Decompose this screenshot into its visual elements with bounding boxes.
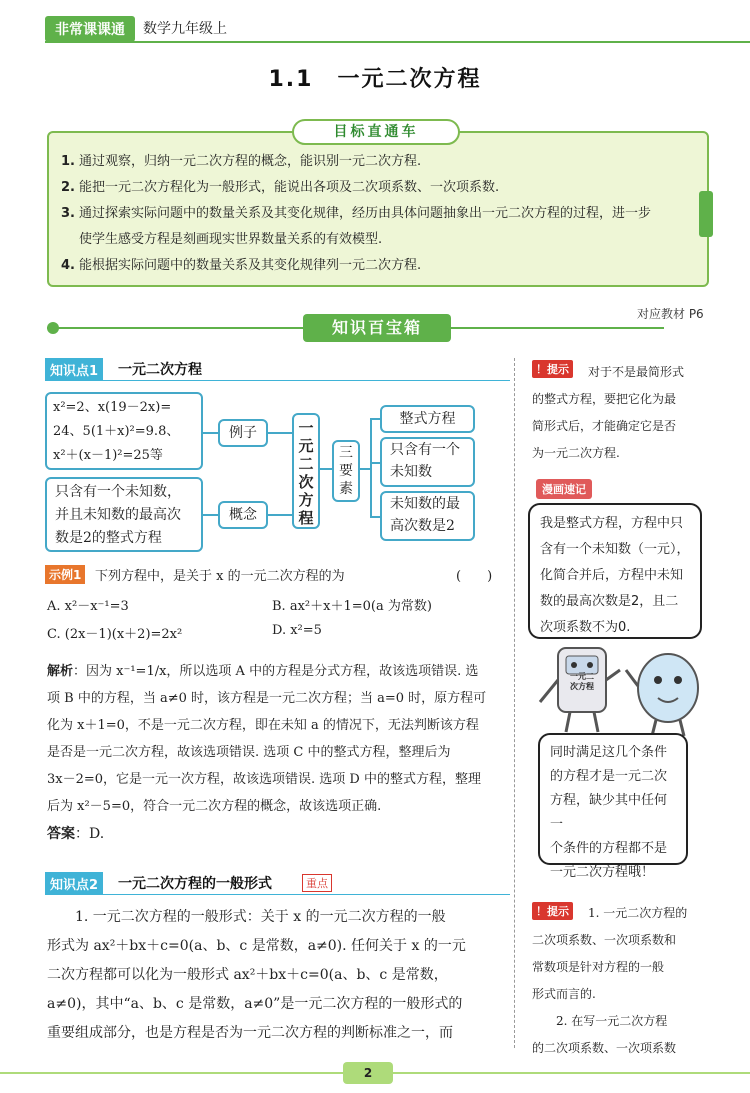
element-box <box>380 437 475 487</box>
side-tab-icon <box>699 191 713 237</box>
textbook-reference: 对应教材 P6 <box>637 307 704 321</box>
kp2-title: 一元二次方程的一般形式 <box>118 876 272 892</box>
bubble-line: 次项系数不为0. <box>540 620 631 635</box>
speech-bubble-2 <box>538 733 688 880</box>
comic-badge: 漫画速记 <box>536 479 592 499</box>
concept-line: 数是2的整式方程 <box>55 530 162 546</box>
goal-text: 使学生感受方程是刻画现实世界数量关系的有效模型. <box>79 232 383 247</box>
tip1-line: 对于不是最简形式 <box>588 365 685 379</box>
element-line: 只含有一个 <box>390 442 460 458</box>
kp1-underline <box>45 380 510 381</box>
tip2-badge: ！提示 <box>532 902 573 920</box>
element-line: 未知数 <box>390 464 432 480</box>
option-d: D. x²=5 <box>272 623 322 638</box>
center-char: 一 <box>298 419 314 437</box>
analysis-line: 后为 x²－5=0，符合一元二次方程的概念，故该选项正确. <box>47 799 382 814</box>
element-box <box>380 491 475 541</box>
bubble-line: 含有一个未知数（一元）， <box>540 542 690 557</box>
tip2-line: 1. 一元二次方程的 <box>588 906 688 920</box>
tip2-line: 2. 在写一元二次方程 <box>556 1014 668 1028</box>
concept-box <box>45 477 203 552</box>
element-line: 高次数是2 <box>390 518 455 534</box>
bubble-line: 同时满足这几个条件 <box>550 745 668 760</box>
goal-num <box>61 227 79 253</box>
center-char: 二 <box>298 455 314 473</box>
element-box <box>380 405 475 433</box>
key-point-badge: 重点 <box>302 874 332 892</box>
bubble-line: 化简合并后，方程中未知 <box>540 568 684 583</box>
goal-text: 能根据实际问题中的数量关系及其变化规律列一元二次方程. <box>79 258 422 273</box>
kp2-line: 1. 一元二次方程的一般形式：关于 x 的一元二次方程的一般 <box>75 909 446 925</box>
center-char: 程 <box>298 509 314 527</box>
concept-line: 并且未知数的最高次 <box>55 507 181 523</box>
goal-num: 2. <box>61 180 75 195</box>
kp2-line: a≠0)，其中“a、b、c 是常数，a≠0”是一元二次方程的一般形式的 <box>47 996 463 1012</box>
tip2-line: 形式而言的. <box>532 987 596 1001</box>
examples-box <box>45 392 203 470</box>
goal-item <box>61 175 706 201</box>
three-char: 三 <box>339 445 353 461</box>
goals-list <box>61 149 706 279</box>
center-char: 次 <box>298 473 314 491</box>
connector <box>268 432 292 434</box>
connector <box>203 432 218 434</box>
kp2-underline <box>45 894 510 895</box>
goal-num: 4. <box>61 258 75 273</box>
example-line: x²=2、x(19－2x)= <box>53 400 172 415</box>
kp2-tag: 知识点2 <box>45 872 103 895</box>
three-elements-box <box>332 440 360 502</box>
connector <box>203 514 218 516</box>
analysis-line: 项 B 中的方程，当 a≠0 时，该方程是一元二次方程；当 a=0 时，原方程可 <box>47 691 487 706</box>
page-title: 1.1 一元二次方程 <box>268 67 482 92</box>
analysis-block <box>47 658 507 820</box>
connector <box>370 418 372 518</box>
speech-bubble-1 <box>528 503 702 639</box>
tip1-line: 简形式后，才能确定它是否 <box>532 419 677 433</box>
tip1-text <box>532 359 737 467</box>
kp2-body <box>47 903 507 1048</box>
three-char: 素 <box>339 481 353 497</box>
tip2-line: 常数项是针对方程的一般 <box>532 960 665 974</box>
element-line: 整式方程 <box>399 411 456 427</box>
analysis-line: 是否是一元二次方程，故该选项错误. 选项 C 中的整式方程，整理后为 <box>47 745 451 760</box>
analysis-line <box>47 658 507 685</box>
robot-characters-illustration <box>530 640 720 740</box>
robot-label-line: 次方程 <box>570 682 594 691</box>
sidebar-divider <box>514 358 515 1048</box>
robot-label <box>564 672 600 692</box>
bubble-line: 数的最高次数是2，且二 <box>540 594 679 609</box>
tip1-line: 为一元二次方程. <box>532 446 620 460</box>
analysis-label: 解析 <box>47 664 74 679</box>
tip1-line: 的整式方程，要把它化为最 <box>532 392 677 406</box>
analysis-text: ：因为 x⁻¹=1/x，所以选项 A 中的方程是分式方程，故该选项错误. 选 <box>73 664 479 679</box>
three-char: 要 <box>339 463 353 479</box>
center-char: 方 <box>298 491 314 509</box>
goal-text: 通过观察，归纳一元二次方程的概念，能识别一元二次方程. <box>79 154 422 169</box>
answer-value: ：D. <box>75 826 105 842</box>
tip2-line: 二次项系数、一次项系数和 <box>532 933 677 947</box>
center-char: 元 <box>298 437 314 455</box>
kp2-line: 重要组成部分，也是方程是否为一元二次方程的判断标准之一，而 <box>47 1025 453 1041</box>
option-c: C. (2x－1)(x＋2)=2x² <box>47 627 183 642</box>
connector <box>370 418 380 420</box>
goals-tag: 目标直通车 <box>292 119 460 145</box>
connector <box>370 462 380 464</box>
analysis-line: 3x－2=0，它是一元一次方程，故该选项错误. 选项 D 中的整式方程，整理 <box>47 772 481 787</box>
header-rule <box>45 13 750 43</box>
footer-rule <box>393 1072 750 1074</box>
bubble-line: 的方程才是一元二次 <box>550 769 668 784</box>
bubble-line: 方程，缺少其中任何一 <box>550 793 668 832</box>
goal-item <box>61 149 706 175</box>
examples-label: 例子 <box>218 419 268 447</box>
goals-box <box>47 124 709 287</box>
kp1-title: 一元二次方程 <box>118 362 202 378</box>
kp2-line: 二次方程都可以化为一般形式 ax²＋bx＋c=0(a、b、c 是常数， <box>47 967 448 983</box>
section-rule-dot <box>47 322 59 334</box>
option-a: A. x²－x⁻¹=3 <box>47 599 129 614</box>
goal-item <box>61 253 706 279</box>
tip1-badge: ！提示 <box>532 360 573 378</box>
answer-paren: ( ) <box>456 569 493 584</box>
element-line: 未知数的最 <box>390 496 460 512</box>
footer-rule <box>0 1072 343 1074</box>
goal-item <box>61 201 706 227</box>
round-character-icon <box>626 654 698 736</box>
example1-question: 下列方程中，是关于 x 的一元二次方程的为 <box>95 569 345 584</box>
bubble-line: 一元二次方程哦！ <box>550 865 655 880</box>
kp2-line: 形式为 ax²＋bx＋c=0(a、b、c 是常数，a≠0). 任何关于 x 的一元 <box>47 938 466 954</box>
goal-item <box>61 227 706 253</box>
center-term-box <box>292 413 320 529</box>
goal-text: 通过探索实际问题中的数量关系及其变化规律，经历由具体问题抽象出一元二次方程的过程，进一步 <box>79 206 652 221</box>
page-number: 2 <box>343 1062 393 1084</box>
subject-label: 数学九年级上 <box>143 21 227 37</box>
concept-line: 只含有一个未知数， <box>55 484 181 500</box>
option-b: B. ax²＋x＋1=0(a 为常数) <box>272 599 432 614</box>
goal-text: 能把一元二次方程化为一般形式，能说出各项及二次项系数、一次项系数. <box>79 180 500 195</box>
answer-label: 答案 <box>47 826 75 842</box>
kp1-tag: 知识点1 <box>45 358 103 381</box>
section-banner: 知识百宝箱 <box>303 314 451 342</box>
example-line: 24、5(1＋x)²=9.8、 <box>53 424 180 439</box>
brand-label: 非常课课通 <box>45 16 135 42</box>
example1-tag: 示例1 <box>45 565 85 584</box>
concept-label: 概念 <box>218 501 268 529</box>
connector <box>360 468 370 470</box>
bubble-line: 我是整式方程，方程中只 <box>540 516 684 531</box>
connector <box>370 516 380 518</box>
tip2-line: 的二次项系数、一次项系数 <box>532 1041 677 1055</box>
goal-num: 1. <box>61 154 75 169</box>
analysis-line: 化为 x＋1=0，不是一元二次方程，即在未知 a 的情况下，无法判断该方程 <box>47 718 479 733</box>
connector <box>268 514 292 516</box>
connector <box>320 468 332 470</box>
goal-num: 3. <box>61 206 75 221</box>
bubble-line: 个条件的方程都不是 <box>550 841 668 856</box>
example-line: x²＋(x－1)²=25等 <box>53 448 163 463</box>
robot-label-line: 一元二 <box>570 672 594 681</box>
tip2-text <box>532 900 737 1062</box>
answer-line <box>47 823 104 843</box>
